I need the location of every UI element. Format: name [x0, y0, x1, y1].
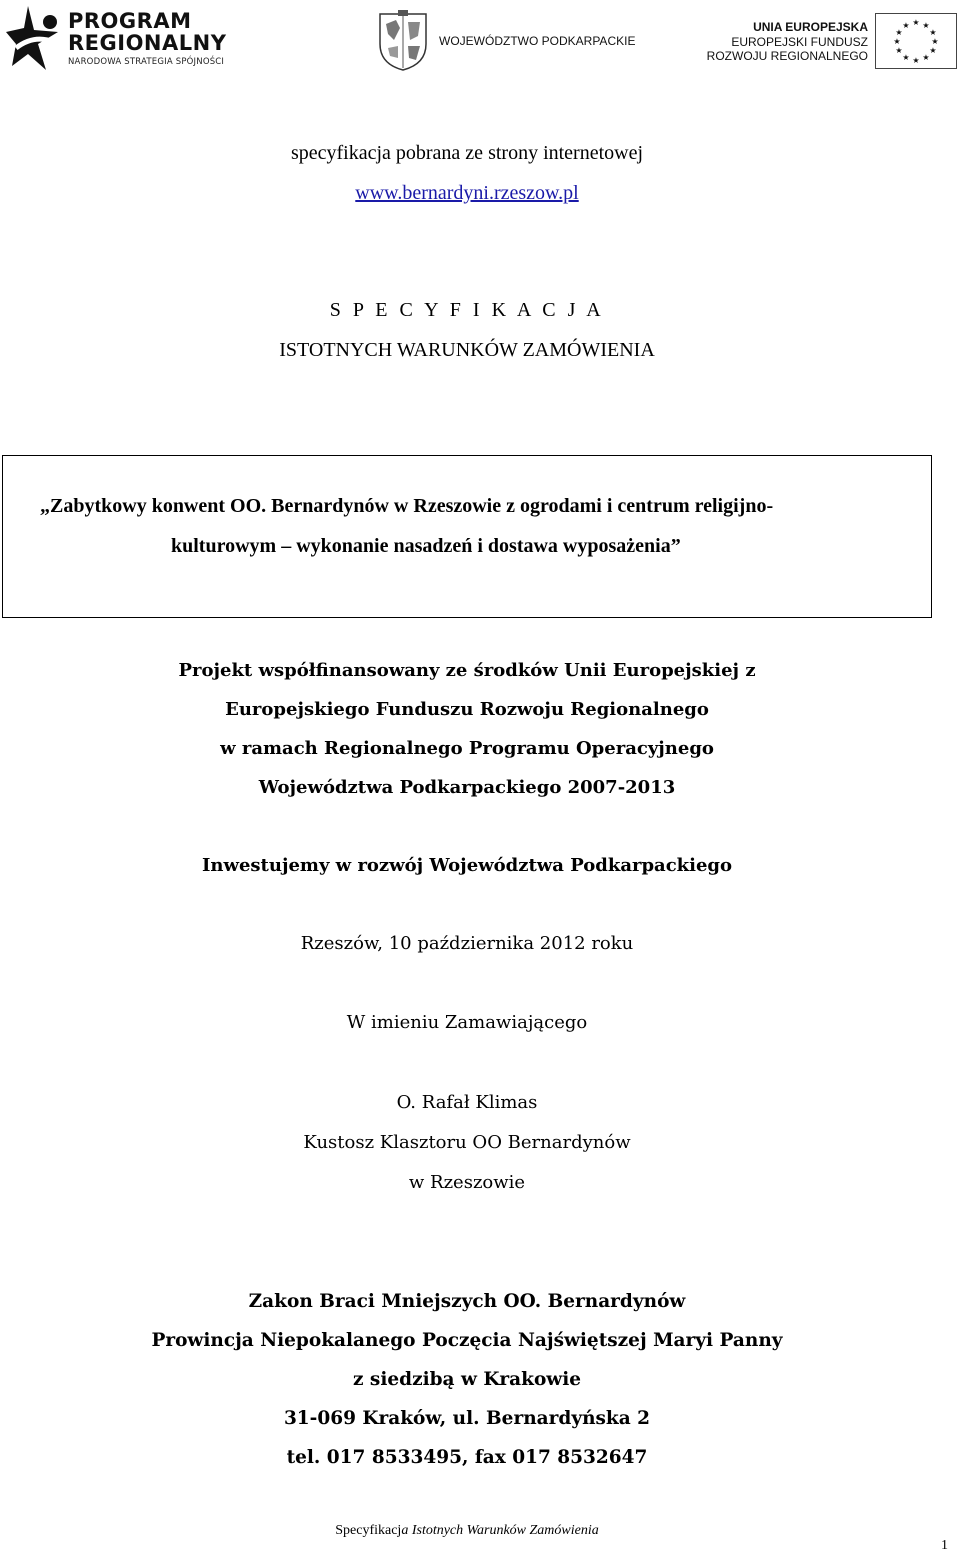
- svg-text:★: ★: [902, 53, 910, 62]
- svg-text:★: ★: [895, 28, 903, 37]
- eu-line2: EUROPEJSKI FUNDUSZ: [731, 34, 868, 49]
- document-date: Rzeszów, 10 października 2012 roku: [300, 933, 634, 954]
- eu-line3: ROZWOJU REGIONALNEGO: [706, 49, 868, 63]
- document-title: S P E C Y F I K A C J A: [329, 299, 605, 321]
- source-link-row: [0, 182, 934, 205]
- svg-text:★: ★: [922, 53, 930, 62]
- signatory-place: w Rzeszowie: [408, 1172, 526, 1193]
- page-footer: [0, 1523, 934, 1539]
- star-emblem-icon: [6, 4, 66, 74]
- source-text: specyfikacja pobrana ze strony internetowej: [290, 142, 644, 164]
- signatory-name: O. Rafał Klimas: [396, 1092, 538, 1113]
- cofinancing-line3: w ramach Regionalnego Programu Operacyjnego: [220, 738, 714, 759]
- svg-text:★: ★: [912, 18, 920, 27]
- slogan: Inwestujemy w rozwój Województwa Podkarpackiego: [201, 855, 733, 876]
- subject-line2: kulturowym – wykonanie nasadzeń i dostawa wyposażenia”: [171, 535, 681, 557]
- svg-text:★: ★: [912, 56, 920, 65]
- order-phone-fax: tel. 017 8533495, fax 017 8532647: [286, 1447, 648, 1468]
- podkarpackie-coat-of-arms-icon: [376, 10, 430, 72]
- source-url-link[interactable]: www.bernardyni.rzeszow.pl: [355, 182, 579, 204]
- eu-fund-label: [690, 20, 868, 64]
- cofinancing-line2: Europejskiego Funduszu Rozwoju Regionalnego: [225, 699, 709, 720]
- on-behalf-label: W imieniu Zamawiającego: [346, 1012, 588, 1033]
- svg-text:★: ★: [931, 37, 939, 46]
- subject-box: [2, 455, 932, 618]
- program-logo-line1: PROGRAM: [68, 9, 192, 33]
- order-line2: Prowincja Niepokalanego Poczęcia Najświętszej Maryi Panny: [151, 1330, 783, 1351]
- program-logo-line2: REGIONALNY: [68, 31, 227, 55]
- svg-text:★: ★: [893, 37, 901, 46]
- svg-text:★: ★: [922, 21, 930, 30]
- svg-text:★: ★: [929, 28, 937, 37]
- svg-text:★: ★: [929, 46, 937, 55]
- document-subtitle: ISTOTNYCH WARUNKÓW ZAMÓWIENIA: [279, 339, 655, 361]
- signatory-role: Kustosz Klasztoru OO Bernardynów: [303, 1132, 631, 1153]
- voivodeship-label: WOJEWÓDZTWO PODKARPACKIE: [439, 34, 636, 48]
- cofinancing-line4: Województwa Podkarpackiego 2007-2013: [258, 777, 676, 798]
- order-line1: Zakon Braci Mniejszych OO. Bernardynów: [248, 1291, 686, 1312]
- cofinancing-line1: Projekt współfinansowany ze środków Unii Europejskiej z: [178, 660, 756, 681]
- page-number: 1: [941, 1538, 948, 1553]
- order-address: 31-069 Kraków, ul. Bernardyńska 2: [283, 1408, 651, 1429]
- order-line3: z siedzibą w Krakowie: [352, 1369, 582, 1390]
- svg-text:★: ★: [895, 46, 903, 55]
- footer-label-italic: a Istotnych Warunków Zamówienia: [401, 1523, 599, 1538]
- eu-line1: UNIA EUROPEJSKA: [753, 20, 868, 34]
- subject-line1: „Zabytkowy konwent OO. Bernardynów w Rzeszowie z ogrodami i centrum religijno-: [40, 495, 774, 517]
- program-logo-line3: NARODOWA STRATEGIA SPÓJNOŚCI: [68, 57, 225, 67]
- eu-flag-icon: [875, 13, 957, 69]
- footer-label-plain: Specyfikacj: [335, 1523, 402, 1538]
- svg-text:★: ★: [902, 21, 910, 30]
